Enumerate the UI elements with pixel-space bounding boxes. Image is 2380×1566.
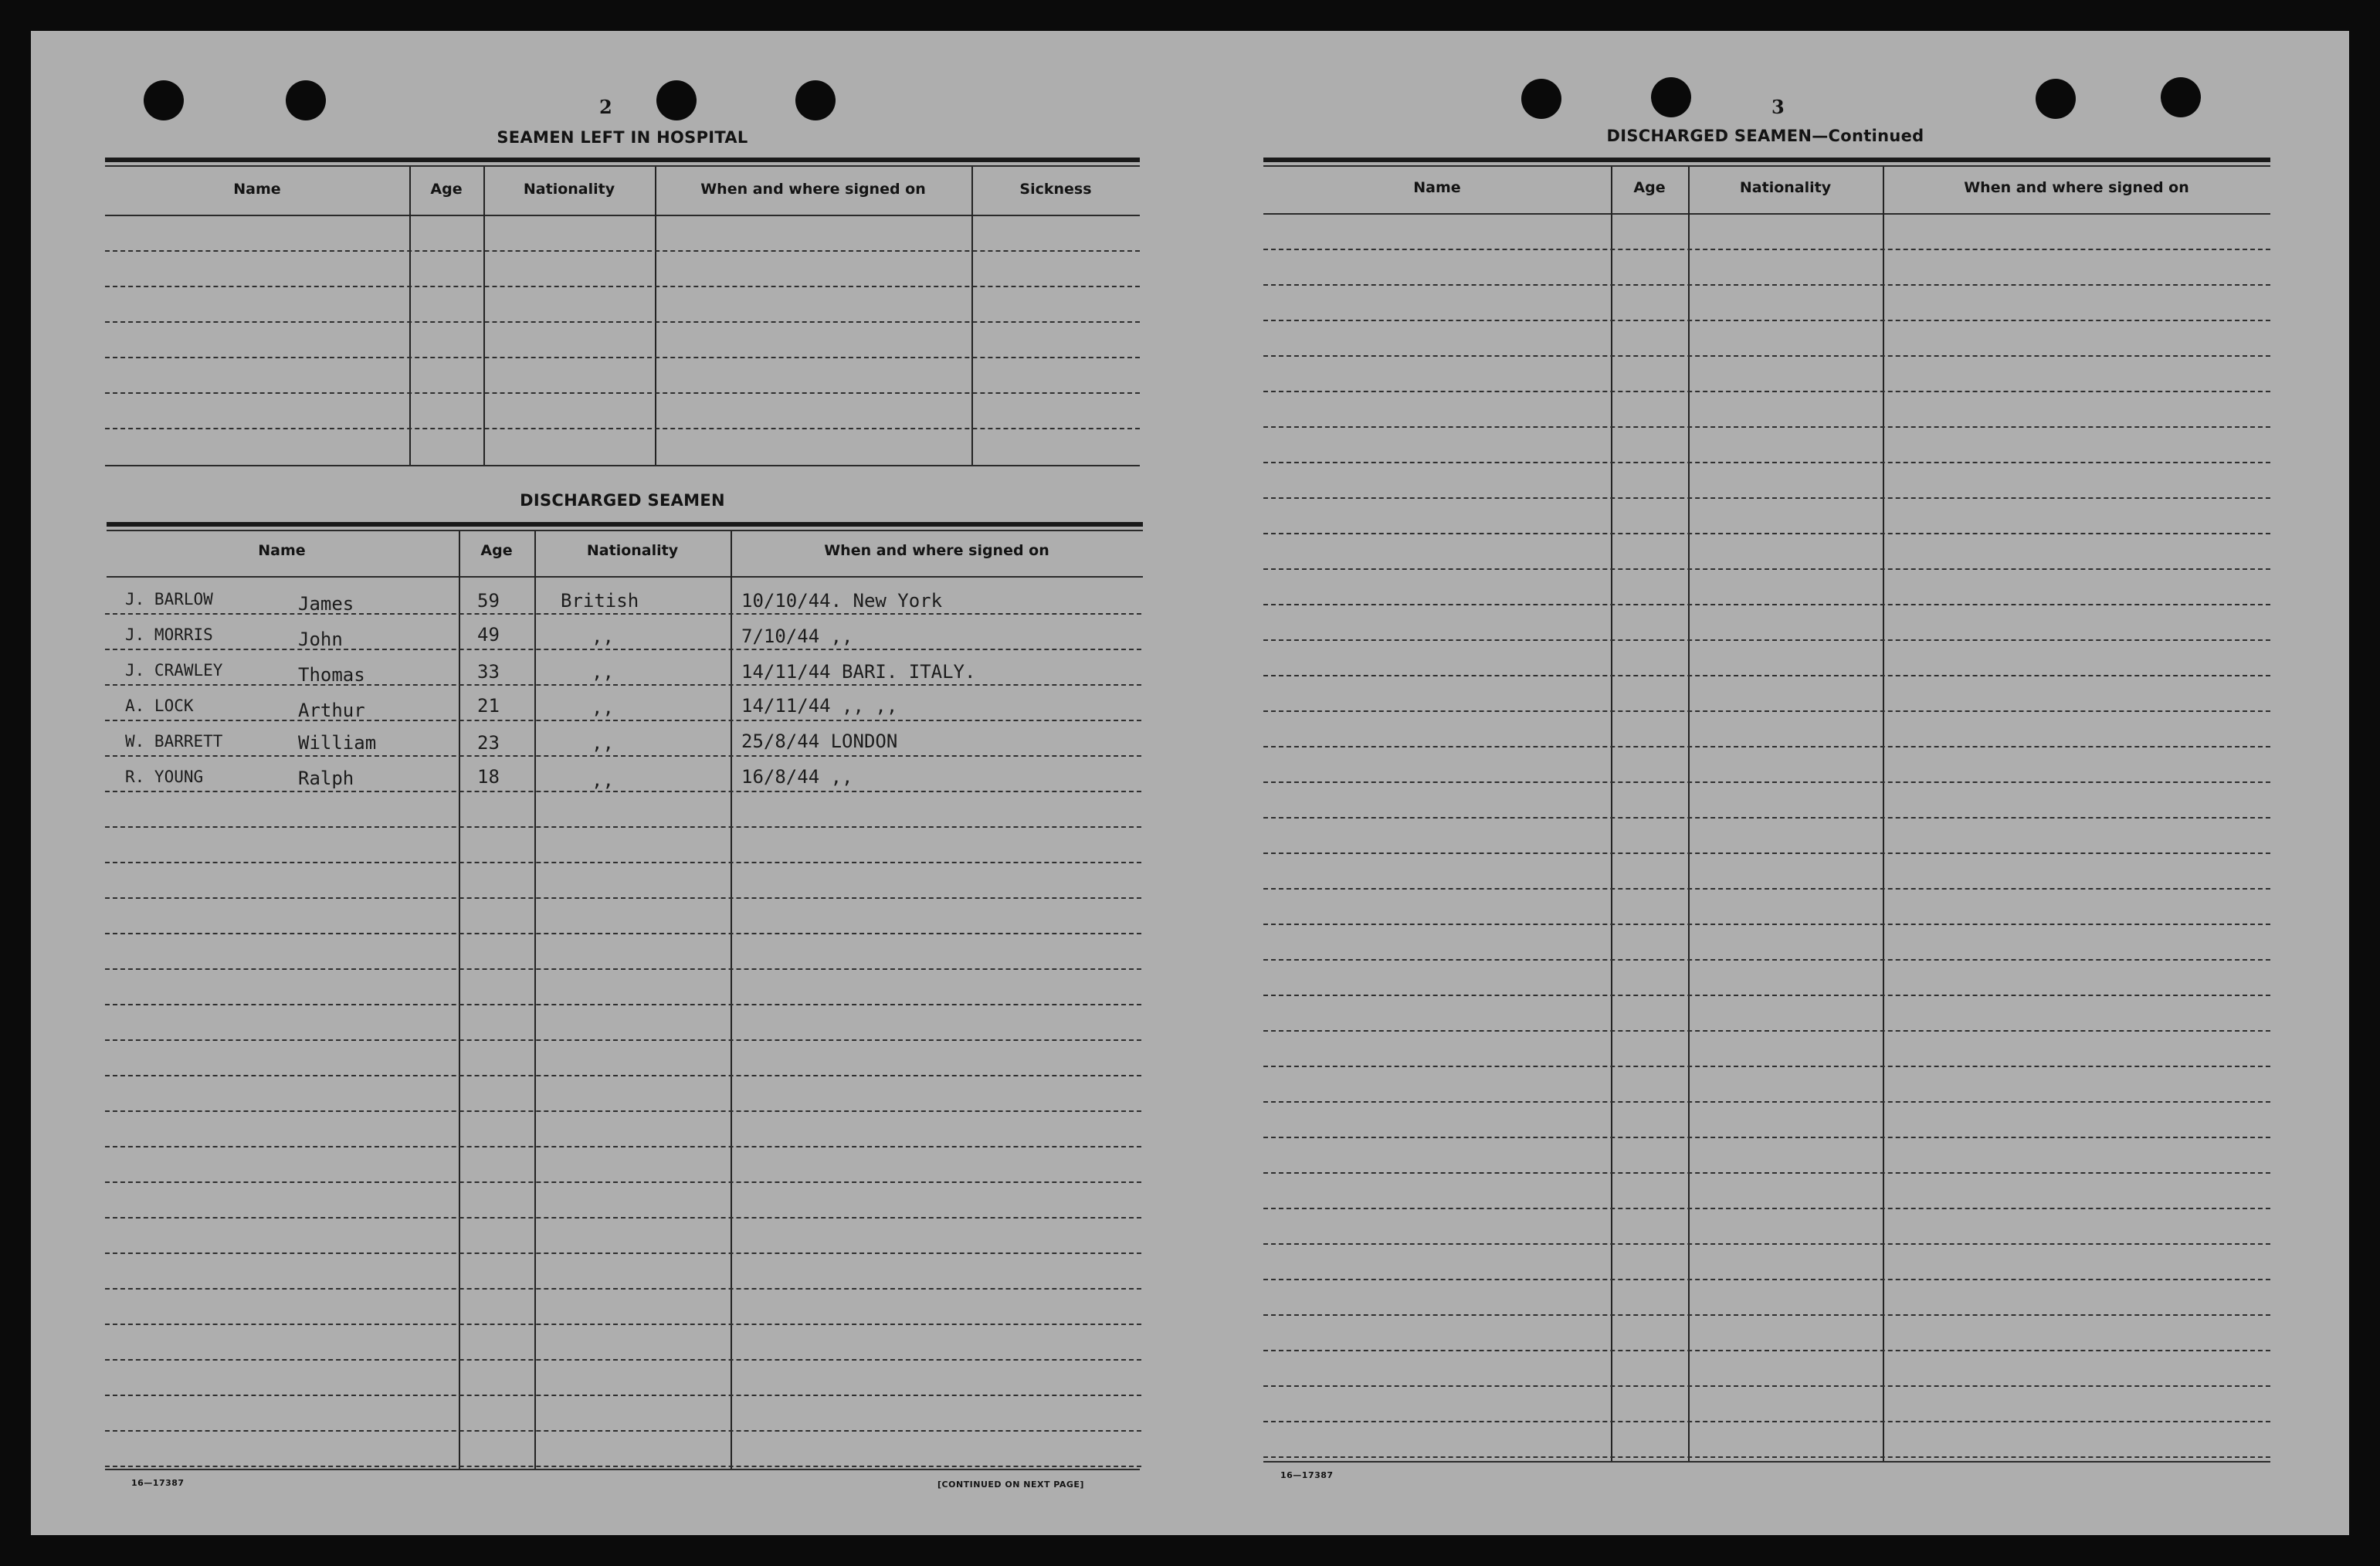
ruled-row-line (105, 1075, 1141, 1076)
ruled-row-line (1263, 533, 2270, 534)
hospital-col-divider (483, 167, 485, 466)
seaman-initial-surname: A. LOCK (125, 697, 194, 715)
ruled-row-line (1263, 1137, 2270, 1138)
seaman-age: 59 (477, 590, 500, 612)
hospital-col-divider (409, 167, 411, 466)
right-bottom-rule (1263, 1461, 2270, 1463)
seaman-initial-surname: W. BARRETT (125, 732, 223, 751)
seaman-age: 33 (477, 661, 500, 683)
continued-notice: [CONTINUED ON NEXT PAGE] (937, 1480, 1084, 1490)
seaman-signed-on: 25/8/44 LONDON (741, 730, 898, 752)
hospital-header-rule (105, 215, 1140, 216)
seaman-nationality: ,, (592, 625, 614, 647)
ruled-row-line (105, 1217, 1141, 1219)
right-col-divider (1883, 167, 1884, 1461)
hospital-col-name: Name (233, 181, 281, 198)
form-number: 16—17387 (131, 1478, 185, 1488)
seaman-initial-surname: J. CRAWLEY (125, 661, 223, 680)
ruled-row-line (105, 826, 1141, 828)
ruled-row-line (1263, 1421, 2270, 1422)
right-top-rule-2 (1263, 165, 2270, 167)
discharged-top-rule (107, 522, 1143, 527)
hospital-row-line (105, 428, 1140, 429)
ruled-row-line (105, 720, 1141, 721)
discharged-continued-title: DISCHARGED SEAMEN—Continued (1606, 127, 1924, 145)
hospital-section-title: SEAMEN LEFT IN HOSPITAL (497, 128, 748, 147)
discharged-col-signed-on: When and where signed on (824, 542, 1049, 559)
ruled-row-line (105, 1395, 1141, 1396)
ruled-row-line (105, 933, 1141, 934)
ruled-row-line (1263, 391, 2270, 392)
discharged-header-rule (107, 576, 1143, 578)
ruled-row-line (105, 1252, 1141, 1254)
ruled-row-line (1263, 781, 2270, 783)
seaman-initial-surname: J. BARLOW (125, 590, 213, 608)
ruled-row-line (105, 613, 1141, 615)
ruled-row-line (1263, 284, 2270, 286)
ruled-row-line (1263, 355, 2270, 357)
hospital-top-rule-2 (105, 165, 1140, 167)
seaman-given-name: William (298, 732, 377, 754)
right-col-divider (1688, 167, 1690, 1461)
ruled-row-line (105, 1110, 1141, 1112)
ruled-row-line (105, 1466, 1141, 1467)
ruled-row-line (1263, 462, 2270, 463)
ruled-row-line (1263, 426, 2270, 428)
seaman-given-name: Arthur (298, 700, 365, 721)
ruled-row-line (105, 897, 1141, 899)
discharged-col-divider (534, 531, 536, 1469)
ruled-row-line (1263, 924, 2270, 925)
ruled-row-line (1263, 639, 2270, 641)
seaman-age: 49 (477, 624, 500, 646)
ruled-row-line (105, 1039, 1141, 1041)
hospital-row-line (105, 321, 1140, 323)
ruled-row-line (1263, 710, 2270, 712)
form-sheet (31, 31, 2349, 1535)
ruled-row-line (105, 1181, 1141, 1183)
seaman-nationality: ,, (592, 732, 614, 754)
ruled-row-line (1263, 568, 2270, 570)
seaman-signed-on: 14/11/44 ,, ,, (741, 695, 898, 717)
hospital-row-line (105, 286, 1140, 287)
ruled-row-line (1263, 1456, 2270, 1458)
right-page (1263, 31, 2306, 1535)
seaman-initial-surname: J. MORRIS (125, 625, 213, 644)
right-col-nationality: Nationality (1739, 179, 1832, 196)
ruled-row-line (1263, 746, 2270, 747)
hospital-col-age: Age (430, 181, 463, 198)
hospital-col-sickness: Sickness (1019, 181, 1092, 198)
page-number: 3 (1771, 96, 1785, 118)
ruled-row-line (105, 791, 1141, 792)
ruled-row-line (1263, 1208, 2270, 1209)
ruled-row-line (105, 1146, 1141, 1147)
ruled-row-line (1263, 1243, 2270, 1245)
ruled-row-line (1263, 1172, 2270, 1174)
hospital-bottom-rule (105, 465, 1140, 466)
page-number: 2 (599, 96, 612, 118)
discharged-col-name: Name (258, 542, 306, 559)
ruled-row-line (1263, 1314, 2270, 1316)
seaman-given-name: James (298, 593, 354, 615)
seaman-nationality: ,, (592, 769, 614, 791)
ruled-row-line (105, 1430, 1141, 1432)
ruled-row-line (105, 684, 1141, 686)
ruled-row-line (1263, 1101, 2270, 1103)
ruled-row-line (1263, 959, 2270, 961)
ruled-row-line (1263, 675, 2270, 676)
ruled-row-line (1263, 1350, 2270, 1351)
right-col-signed-on: When and where signed on (1964, 179, 2189, 196)
seaman-given-name: Ralph (298, 768, 354, 789)
seaman-age: 23 (477, 732, 500, 754)
ruled-row-line (1263, 249, 2270, 250)
ruled-row-line (1263, 604, 2270, 605)
form-number: 16—17387 (1280, 1470, 1334, 1480)
ruled-row-line (1263, 1279, 2270, 1280)
ruled-row-line (105, 1324, 1141, 1325)
ruled-row-line (1263, 320, 2270, 321)
discharged-col-age: Age (480, 542, 513, 559)
ruled-row-line (1263, 888, 2270, 890)
seaman-signed-on: 16/8/44 ,, (741, 766, 853, 788)
hospital-col-divider (655, 167, 656, 466)
hospital-row-line (105, 357, 1140, 358)
discharged-top-rule-2 (107, 530, 1143, 531)
ruled-row-line (1263, 1066, 2270, 1067)
ruled-row-line (105, 1359, 1141, 1361)
ruled-row-line (1263, 1030, 2270, 1032)
hospital-col-divider (971, 167, 973, 466)
hospital-row-line (105, 392, 1140, 394)
seaman-given-name: John (298, 629, 343, 650)
hospital-col-nationality: Nationality (523, 181, 615, 198)
ruled-row-line (105, 649, 1141, 650)
ruled-row-line (105, 968, 1141, 970)
right-col-name: Name (1413, 179, 1461, 196)
right-header-rule (1263, 213, 2270, 215)
right-col-age: Age (1633, 179, 1666, 196)
seaman-signed-on: 14/11/44 BARI. ITALY. (741, 661, 976, 683)
seaman-signed-on: 10/10/44. New York (741, 590, 943, 612)
discharged-col-nationality: Nationality (586, 542, 679, 559)
seaman-nationality: British (561, 590, 639, 612)
ruled-row-line (105, 755, 1141, 757)
seaman-age: 21 (477, 695, 500, 717)
seaman-initial-surname: R. YOUNG (125, 768, 204, 786)
ruled-row-line (105, 862, 1141, 863)
seaman-signed-on: 7/10/44 ,, (741, 625, 853, 647)
ruled-row-line (1263, 497, 2270, 499)
seaman-given-name: Thomas (298, 664, 365, 686)
ruled-row-line (1263, 1385, 2270, 1387)
right-top-rule (1263, 158, 2270, 162)
ruled-row-line (1263, 995, 2270, 996)
seaman-age: 18 (477, 766, 500, 788)
seaman-nationality: ,, (592, 697, 614, 718)
discharged-col-divider (459, 531, 460, 1469)
left-bottom-rule (105, 1469, 1140, 1470)
hospital-col-signed-on: When and where signed on (700, 181, 926, 198)
ruled-row-line (1263, 852, 2270, 854)
ruled-row-line (105, 1288, 1141, 1290)
left-page (105, 31, 1148, 1535)
seaman-nationality: ,, (592, 661, 614, 683)
discharged-section-title: DISCHARGED SEAMEN (520, 491, 725, 510)
hospital-top-rule (105, 158, 1140, 162)
ruled-row-line (105, 1004, 1141, 1005)
discharged-col-divider (731, 531, 732, 1469)
ruled-row-line (1263, 817, 2270, 819)
hospital-row-line (105, 250, 1140, 252)
right-col-divider (1611, 167, 1612, 1461)
